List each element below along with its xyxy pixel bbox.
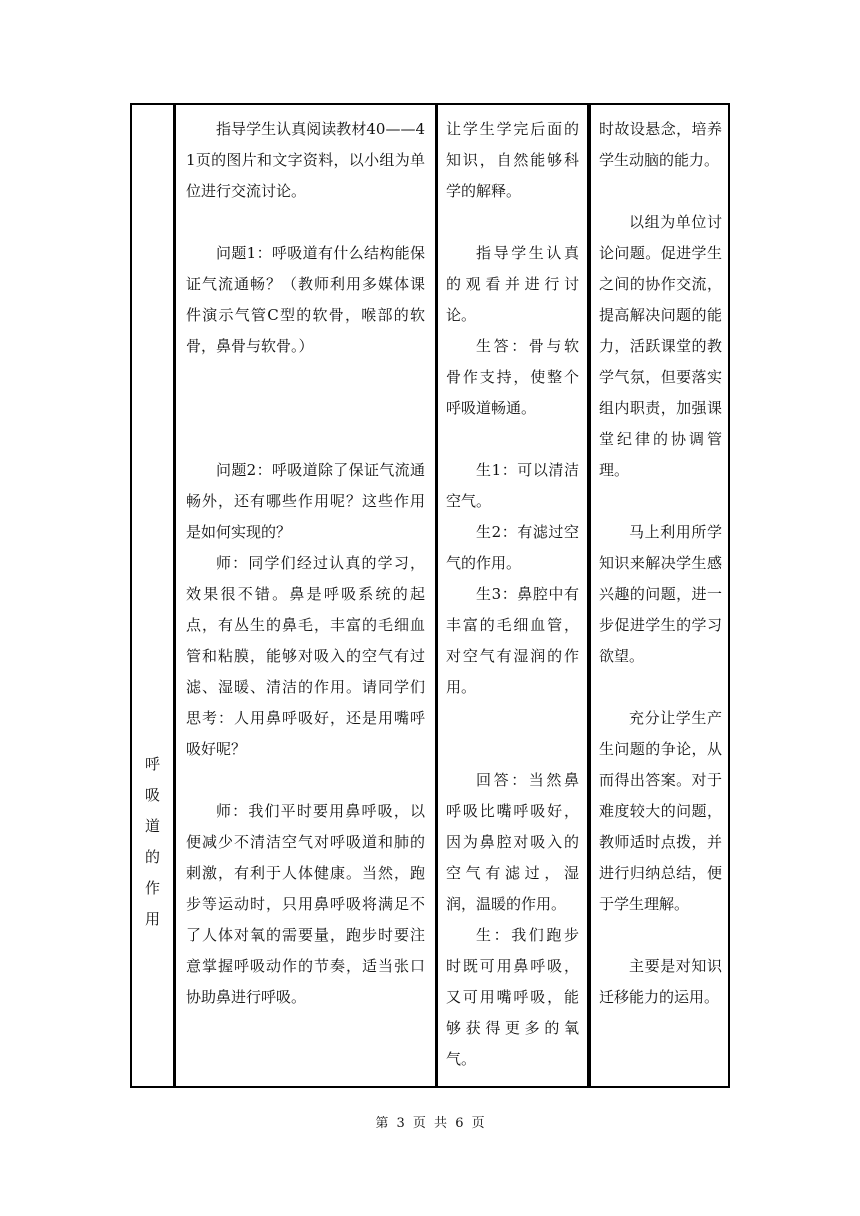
- student-paragraph: 让学生学完后面的知识，自然能够科学的解释。: [446, 120, 579, 200]
- intent-paragraph: 充分让学生产生问题的争论，从而得出答案。对于难度较大的问题，教师适时点拨，并进行归纳总结，便于学生理解。: [599, 709, 722, 913]
- student-activity-column: [438, 105, 587, 1086]
- page-number: 第 3 页 共 6 页: [375, 1116, 485, 1131]
- student-paragraph: 生2：有滤过空气的作用。: [446, 523, 579, 572]
- blank-line: [599, 920, 722, 951]
- teacher-paragraph: 问题1：呼吸道有什么结构能保证气流通畅？（教师利用多媒体课件演示气管C型的软骨，喉部的软骨，鼻骨与软骨。）: [186, 244, 425, 355]
- blank-line: [446, 703, 579, 734]
- design-intent-column: [591, 105, 730, 1086]
- student-paragraph: 生答：骨与软骨作支持，使整个呼吸道畅通。: [446, 337, 579, 417]
- topic-label: [132, 749, 173, 935]
- teacher-activity-column: [176, 105, 435, 1086]
- intent-paragraph: 以组为单位讨论问题。促进学生之间的协作交流，提高解决问题的能力，活跃课堂的教学气氛，但要落实组内职责，加强课堂纪律的协调管理。: [599, 213, 722, 479]
- topic-char: 用: [144, 910, 160, 928]
- lesson-table: [130, 103, 730, 1088]
- topic-column: [132, 105, 173, 1086]
- topic-char: 作: [144, 879, 160, 897]
- blank-line: [186, 362, 425, 393]
- intent-paragraph: 时故设悬念，培养学生动脑的能力。: [599, 120, 722, 169]
- student-paragraph: 生：我们跑步时既可用鼻呼吸，又可用嘴呼吸，能够获得更多的氧气。: [446, 926, 579, 1068]
- intent-paragraph: 马上利用所学知识来解决学生感兴趣的问题，进一步促进学生的学习欲望。: [599, 523, 722, 665]
- teacher-paragraph: 师：同学们经过认真的学习，效果很不错。鼻是呼吸系统的起点，有丛生的鼻毛，丰富的毛细血管和粘膜，能够对吸入的空气有过滤、湿暖、清洁的作用。请同学们思考：人用鼻呼吸好，还是用嘴呼吸好呢？: [186, 554, 425, 758]
- blank-line: [186, 207, 425, 238]
- topic-char: 吸: [144, 786, 160, 804]
- student-paragraph: 回答：当然鼻呼吸比嘴呼吸好，因为鼻腔对吸入的空气有滤过，湿润，温暖的作用。: [446, 771, 579, 913]
- topic-char: 道: [144, 817, 160, 835]
- student-paragraph: 指导学生认真的观看并进行讨论。: [446, 244, 579, 324]
- teacher-paragraph: 问题2：呼吸道除了保证气流通畅外，还有哪些作用呢？这些作用是如何实现的？: [186, 461, 425, 541]
- teacher-paragraph: 指导学生认真阅读教材40——41页的图片和文字资料，以小组为单位进行交流讨论。: [186, 120, 425, 200]
- blank-line: [599, 672, 722, 703]
- blank-line: [186, 393, 425, 424]
- blank-line: [599, 486, 722, 517]
- teacher-paragraph: 师：我们平时要用鼻呼吸，以便减少不清洁空气对呼吸道和肺的刺激，有利于人体健康。当然，跑步等运动时，只用鼻呼吸将满足不了人体对氧的需要量，跑步时要注意掌握呼吸动作的节奏，适当张口协助鼻进行呼吸。: [186, 802, 425, 1006]
- topic-char: 的: [144, 848, 160, 866]
- topic-char: 呼: [144, 755, 160, 773]
- blank-line: [446, 207, 579, 238]
- blank-line: [186, 424, 425, 455]
- student-paragraph: 生3：鼻腔中有丰富的毛细血管，对空气有湿润的作用。: [446, 585, 579, 696]
- student-paragraph: 生1：可以清洁空气。: [446, 461, 579, 510]
- blank-line: [446, 734, 579, 765]
- blank-line: [446, 424, 579, 455]
- blank-line: [186, 765, 425, 796]
- intent-paragraph: 主要是对知识迁移能力的运用。: [599, 957, 722, 1006]
- blank-line: [599, 176, 722, 207]
